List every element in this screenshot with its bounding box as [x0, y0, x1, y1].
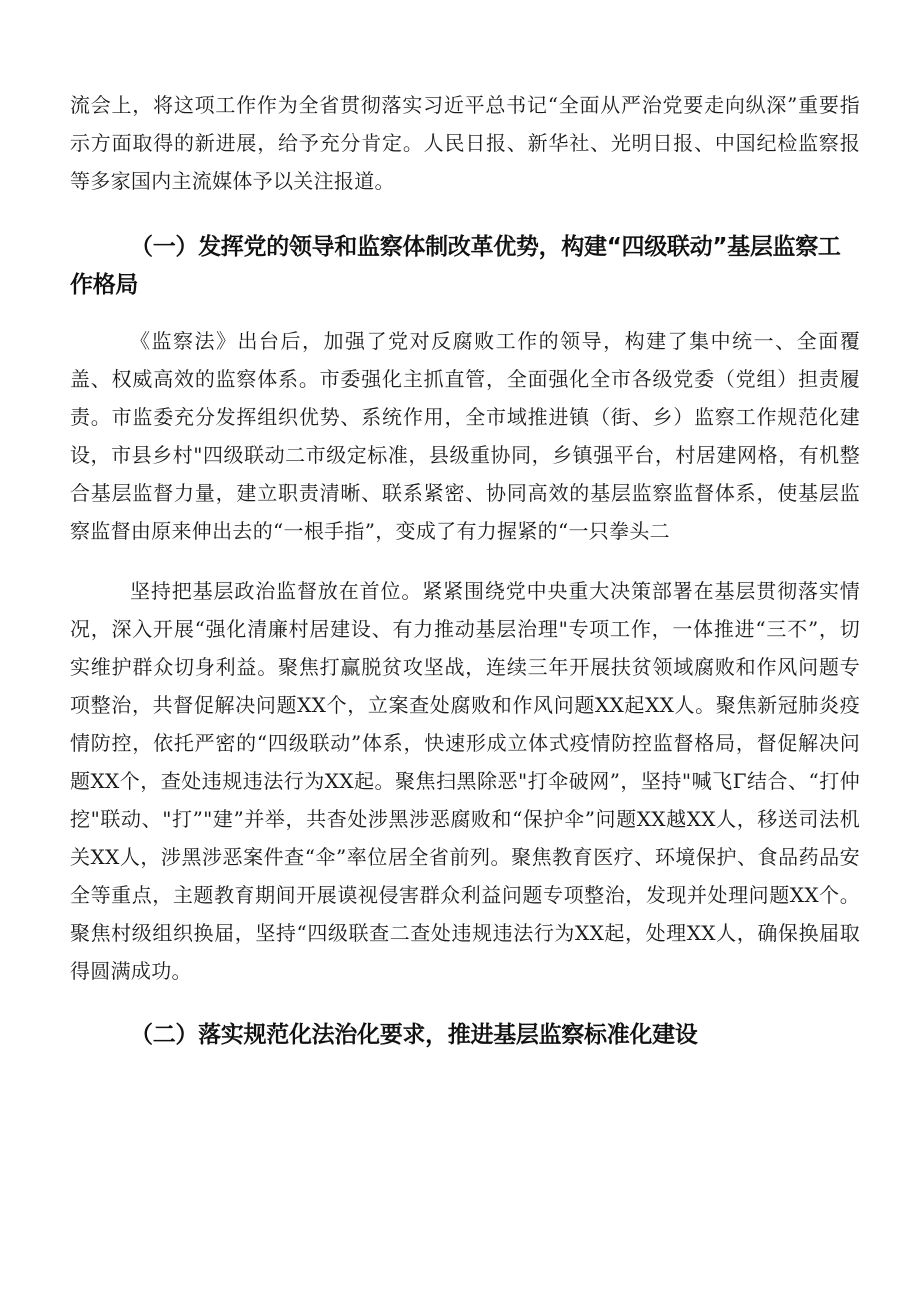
paragraph-political-supervision: 坚持把基层政治监督放在首位。紧紧围绕党中央重大决策部署在基层贯彻落实情况，深入开展“强化清廉村居建设、有力推动基层治理"专项工作，一体推进“三不”，切实维护群众切身利益。聚焦打赢脱贫攻坚战，连续三年开展扶贫领域腐败和作风问题专项整治，共督促解决问题XX个，立案查处腐败和作风问题XX起XX人。聚焦新冠肺炎疫情防控，依托严密的“四级联动”体系，快速形成立体式疫情防控监督格局，督促解决问题XX个，查处违规违法行为XX起。聚焦扫黑除恶"打伞破网”，坚持"喊飞Γ结合、“打仲挖"联动、"打”"建”并举，共杳处涉黑涉恶腐败和“保护伞”问题XX越XX人，移送司法机关XX人，涉黑涉恶案件查“伞”率位居全省前列。聚焦教育医疗、环境保护、食品药品安全等重点，主题教育期间开展谟视侵害群众利益问题专项整治，发现并处理问题XX个。聚焦村级组织换届，坚持“四级联查二查处违规违法行为XX起，处理XX人，确保换届取得圆满成功。 — [70, 579, 860, 983]
section-heading-1: （一）发挥党的领导和监察体制改革优势，构建“四级联动”基层监察工作格局 — [70, 234, 841, 298]
section-heading-2: （二）落实规范化法治化要求，推进基层监察标准化建设 — [130, 1022, 698, 1048]
document-page — [70, 86, 860, 1054]
paragraph-supervision-law: 《监察法》出台后，加强了党对反腐败工作的领导，构建了集中统一、全面覆盖、权威高效的监察体系。市委强化主抓直管，全面强化全市各级党委（党组）担责履责。市监委充分发挥组织优势、系统作用，全市域推进镇（街、乡）监察工作规范化建设，市县乡村"四级联动二市级定标准，县级重协同，乡镇强平台，村居建网格，有机整合基层监督力量，建立职责清晰、联系紧密、协同高效的基层监察监督体系，使基层监察监督由原来伸出去的“一根手指”，变成了有力握紧的“一只拳头二 — [70, 329, 860, 543]
paragraph-media-coverage: 流会上，将这项工作作为全省贯彻落实习近平总书记“全面从严治党要走向纵深”重要指示方面取得的新进展，给予充分肯定。人民日报、新华社、光明日报、中国纪检监察报等多家国内主流媒体予以关注报道。 — [70, 93, 860, 193]
